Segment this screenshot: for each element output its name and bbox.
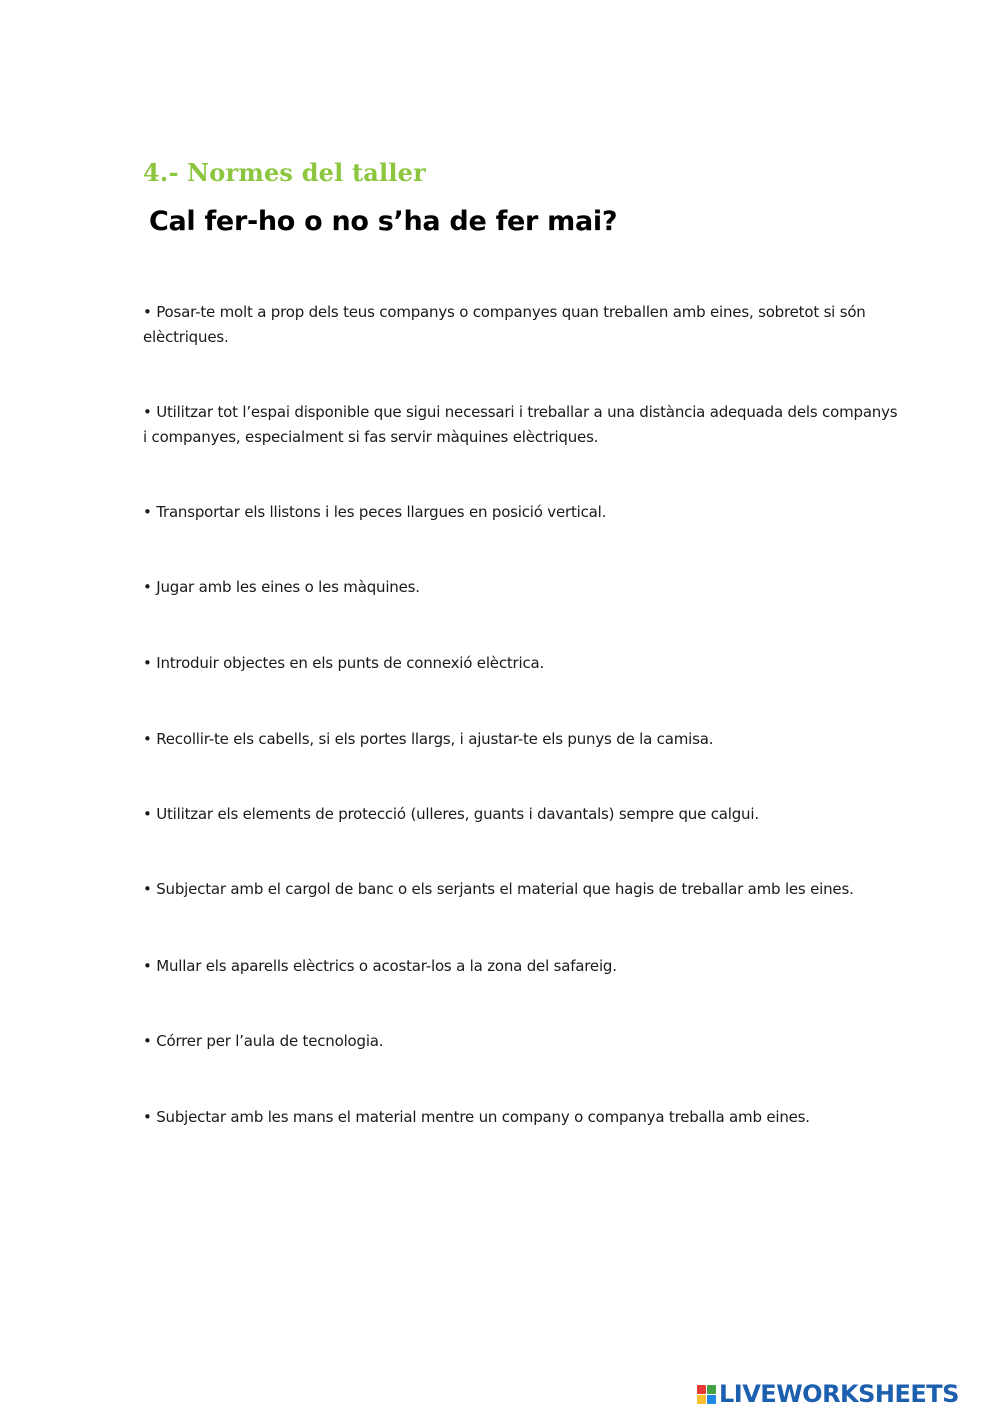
statement-6: • Recollir-te els cabells, si els portes llargs, i ajustar-te els punys de la camisa.	[143, 730, 714, 748]
statement-8: • Subjectar amb el cargol de banc o els serjants el material que hagis de treballar amb les eines.	[143, 880, 854, 898]
logo-square-yellow	[697, 1395, 706, 1404]
statement-1: • Posar-te molt a prop dels teus companys o companyes quan treballen amb eines, sobretot si són elèctriques.	[143, 303, 866, 346]
liveworksheets-logo-icon	[697, 1385, 716, 1404]
logo-square-red	[697, 1385, 706, 1394]
statement-5: • Introduir objectes en els punts de connexió elèctrica.	[143, 654, 545, 672]
statement-4: • Jugar amb les eines o les màquines.	[143, 578, 420, 596]
question-title: Cal fer-ho o no s’ha de fer mai?	[149, 206, 618, 237]
logo-text: LIVEWORKSHEETS	[719, 1380, 959, 1408]
liveworksheets-logo	[697, 1378, 959, 1410]
statement-9: • Mullar els aparells elèctrics o acostar-los a la zona del safareig.	[143, 957, 617, 975]
logo-square-blue	[707, 1395, 716, 1404]
logo-square-green	[707, 1385, 716, 1394]
statement-2: • Utilitzar tot l’espai disponible que sigui necessari i treballar a una distància adequada dels companys i companyes, especialment si fas servir màquines elèctriques.	[143, 403, 898, 446]
statement-11: • Subjectar amb les mans el material mentre un company o companya treballa amb eines.	[143, 1108, 810, 1126]
section-heading: 4.- Normes del taller	[143, 158, 427, 187]
statement-3: • Transportar els llistons i les peces llargues en posició vertical.	[143, 503, 607, 521]
statement-7: • Utilitzar els elements de protecció (ulleres, guants i davantals) sempre que calgui.	[143, 805, 759, 823]
statement-10: • Córrer per l’aula de tecnologia.	[143, 1032, 384, 1050]
